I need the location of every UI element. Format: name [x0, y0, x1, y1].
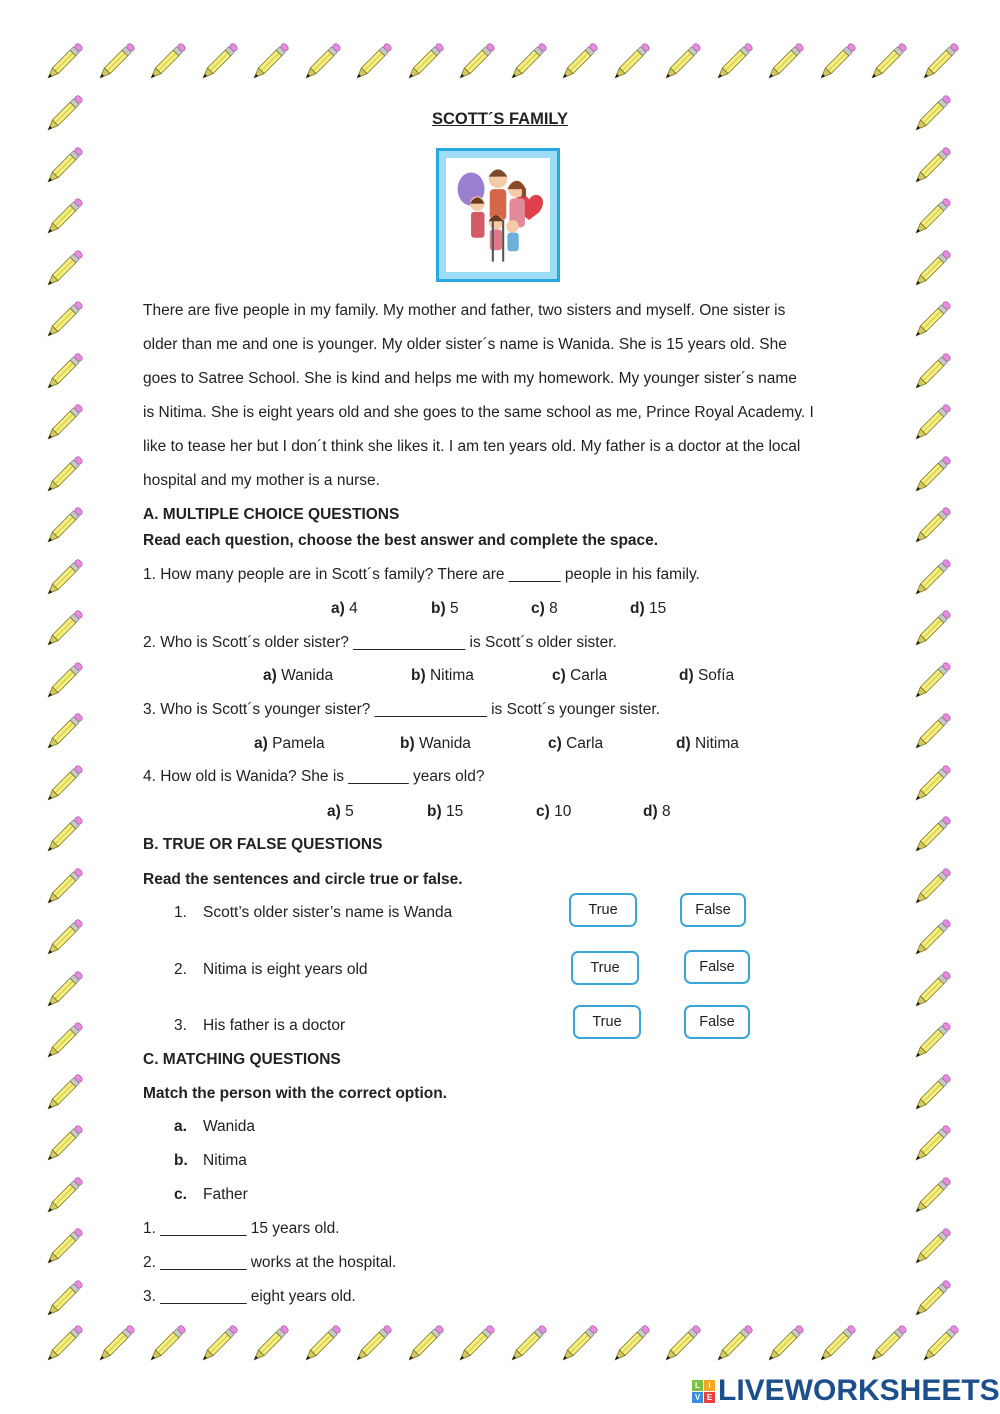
option-value: 10 — [554, 803, 572, 820]
pencil-icon — [452, 1322, 498, 1368]
pencil-icon — [246, 1322, 292, 1368]
option-value: 5 — [345, 803, 354, 820]
tf-item-number: 2. — [174, 961, 187, 978]
matching-statement: 1. __________ 15 years old. — [143, 1220, 340, 1237]
option-value: 5 — [449, 600, 459, 617]
family-image — [436, 148, 560, 282]
option-letter: a) — [331, 600, 345, 617]
pencil-icon — [864, 1322, 910, 1368]
pencil-icon — [40, 710, 86, 756]
answer-option[interactable] — [427, 803, 463, 821]
pencil-icon — [40, 195, 86, 241]
pencil-icon — [401, 40, 447, 86]
tf-item-text: Scott’s older sister’s name is Wanda — [203, 904, 453, 921]
question-1: 1. How many people are in Scott´s family? There are ______ people in his family. — [143, 566, 700, 583]
logo-text: LIVEWORKSHEETS — [718, 1374, 1000, 1407]
logo-tile: V — [692, 1392, 703, 1403]
pencil-icon — [607, 40, 653, 86]
pencil-icon — [40, 1071, 86, 1117]
true-button[interactable]: True — [573, 1005, 641, 1039]
pencil-icon — [908, 710, 954, 756]
option-letter: c) — [552, 667, 566, 684]
section-b-instruction: Read the sentences and circle true or false. — [143, 871, 463, 888]
pencil-icon — [401, 1322, 447, 1368]
pencil-icon — [40, 144, 86, 190]
answer-option[interactable] — [548, 735, 603, 753]
logo-tile: L — [692, 1380, 703, 1391]
pencil-icon — [92, 1322, 138, 1368]
option-value: Pamela — [272, 735, 325, 752]
pencil-icon — [710, 1322, 756, 1368]
section-a-heading: A. MULTIPLE CHOICE QUESTIONS — [143, 506, 400, 523]
option-value: 8 — [661, 803, 671, 820]
option-letter: b) — [411, 667, 426, 684]
pencil-icon — [607, 1322, 653, 1368]
true-button[interactable]: True — [571, 951, 639, 985]
pencil-icon — [40, 1277, 86, 1323]
option-value: Carla — [570, 667, 608, 684]
pencil-icon — [143, 40, 189, 86]
option-letter: a) — [254, 735, 268, 752]
pencil-icon — [195, 40, 241, 86]
answer-option[interactable] — [431, 600, 459, 618]
pencil-icon — [908, 144, 954, 190]
pencil-icon — [916, 40, 962, 86]
answer-option[interactable] — [400, 735, 471, 753]
pencil-icon — [908, 968, 954, 1014]
matching-statement: 2. __________ works at the hospital. — [143, 1254, 397, 1271]
pencil-icon — [908, 916, 954, 962]
answer-option[interactable] — [679, 667, 734, 685]
pencil-icon — [92, 40, 138, 86]
family-illustration-icon — [446, 158, 550, 272]
option-value: Sofía — [697, 667, 735, 684]
answer-option[interactable] — [643, 803, 671, 821]
person-name: Father — [203, 1186, 248, 1203]
pencil-icon — [908, 298, 954, 344]
pencil-icon — [908, 1277, 954, 1323]
option-letter: b) — [431, 600, 446, 617]
pencil-icon — [40, 916, 86, 962]
pencil-icon — [908, 1122, 954, 1168]
option-value: Carla — [566, 735, 604, 752]
pencil-icon — [813, 1322, 859, 1368]
answer-option[interactable] — [676, 735, 739, 753]
tf-item-number: 1. — [174, 904, 187, 921]
pencil-icon — [40, 1122, 86, 1168]
liveworksheets-logo — [692, 1374, 1000, 1408]
pencil-icon — [143, 1322, 189, 1368]
pencil-icon — [40, 247, 86, 293]
option-value: 15 — [648, 600, 667, 617]
section-c-heading: C. MATCHING QUESTIONS — [143, 1051, 341, 1068]
option-value: Nitima — [429, 667, 474, 684]
option-letter: c) — [548, 735, 562, 752]
pencil-icon — [555, 40, 601, 86]
pencil-icon — [908, 813, 954, 859]
answer-option[interactable] — [536, 803, 571, 821]
answer-option[interactable] — [411, 667, 474, 685]
option-value: Wanida — [281, 667, 334, 684]
page-title: SCOTT´S FAMILY — [432, 110, 568, 128]
pencil-icon — [908, 1019, 954, 1065]
tf-item-text: Nitima is eight years old — [203, 961, 368, 978]
pencil-icon — [246, 40, 292, 86]
pencil-icon — [40, 813, 86, 859]
option-letter: d) — [643, 803, 658, 820]
section-c-instruction: Match the person with the correct option. — [143, 1085, 447, 1102]
pencil-icon — [40, 1019, 86, 1065]
pencil-icon — [40, 968, 86, 1014]
story-line: goes to Satree School. She is kind and helps me with my homework. My younger sister´s name — [143, 370, 797, 387]
tf-item-text: His father is a doctor — [203, 1017, 346, 1034]
story-line: hospital and my mother is a nurse. — [143, 472, 380, 489]
pencil-icon — [349, 1322, 395, 1368]
pencil-icon — [916, 1322, 962, 1368]
pencil-icon — [710, 40, 756, 86]
option-letter: b) — [427, 803, 442, 820]
pencil-icon — [555, 1322, 601, 1368]
pencil-icon — [452, 40, 498, 86]
pencil-icon — [504, 1322, 550, 1368]
pencil-icon — [908, 1071, 954, 1117]
pencil-icon — [40, 659, 86, 705]
pencil-icon — [908, 350, 954, 396]
answer-option[interactable] — [263, 667, 333, 685]
pencil-icon — [504, 40, 550, 86]
story-line: like to tease her but I don´t think she likes it. I am ten years old. My father is a doctor at the local — [143, 438, 801, 455]
false-button[interactable]: False — [684, 950, 750, 984]
pencil-icon — [298, 40, 344, 86]
question-4: 4. How old is Wanida? She is _______ years old? — [143, 768, 485, 785]
false-button[interactable]: False — [684, 1005, 750, 1039]
pencil-icon — [40, 298, 86, 344]
pencil-icon — [40, 1322, 86, 1368]
pencil-icon — [908, 607, 954, 653]
answer-option[interactable] — [630, 600, 666, 618]
option-letter: a) — [263, 667, 277, 684]
matching-statement: 3. __________ eight years old. — [143, 1288, 356, 1305]
pencil-icon — [864, 40, 910, 86]
pencil-icon — [40, 350, 86, 396]
option-value: 8 — [549, 600, 558, 617]
option-value: 4 — [349, 600, 358, 617]
pencil-icon — [908, 762, 954, 808]
pencil-icon — [908, 401, 954, 447]
section-a-instruction: Read each question, choose the best answer and complete the space. — [143, 532, 659, 549]
option-value: Wanida — [418, 735, 471, 752]
person-name: Nitima — [203, 1152, 247, 1169]
pencil-icon — [761, 40, 807, 86]
pencil-icon — [40, 607, 86, 653]
story-line: There are five people in my family. My mother and father, two sisters and myself. One sister is — [143, 302, 786, 319]
option-value: 15 — [445, 803, 464, 820]
option-letter: c) — [536, 803, 550, 820]
person-name: Wanida — [203, 1118, 255, 1135]
pencil-icon — [813, 40, 859, 86]
logo-tile: I — [704, 1380, 715, 1391]
pencil-icon — [908, 865, 954, 911]
pencil-icon — [908, 195, 954, 241]
logo-tiles-icon — [692, 1380, 715, 1403]
pencil-icon — [349, 40, 395, 86]
question-2: 2. Who is Scott´s older sister? _____________ is Scott´s older sister. — [143, 634, 617, 651]
pencil-icon — [40, 865, 86, 911]
section-b-heading: B. TRUE OR FALSE QUESTIONS — [143, 836, 383, 853]
option-letter: a) — [327, 803, 341, 820]
tf-item-number: 3. — [174, 1017, 187, 1034]
option-letter: c) — [531, 600, 545, 617]
pencil-icon — [658, 1322, 704, 1368]
true-button[interactable]: True — [569, 893, 637, 927]
pencil-icon — [40, 504, 86, 550]
answer-option[interactable] — [254, 735, 325, 753]
story-line: is Nitima. She is eight years old and she goes to the same school as me, Prince Royal Academy. I — [143, 404, 814, 421]
pencil-icon — [40, 40, 86, 86]
pencil-icon — [40, 401, 86, 447]
pencil-icon — [40, 453, 86, 499]
pencil-icon — [40, 556, 86, 602]
story-line: older than me and one is younger. My older sister´s name is Wanida. She is 15 years old. She — [143, 336, 787, 353]
option-letter: d) — [630, 600, 645, 617]
person-letter: c. — [174, 1186, 187, 1203]
pencil-icon — [761, 1322, 807, 1368]
pencil-icon — [908, 1225, 954, 1271]
pencil-icon — [40, 762, 86, 808]
pencil-icon — [298, 1322, 344, 1368]
option-letter: d) — [679, 667, 694, 684]
pencil-icon — [40, 1225, 86, 1271]
option-value: Nitima — [694, 735, 739, 752]
pencil-icon — [908, 453, 954, 499]
answer-option[interactable] — [552, 667, 607, 685]
pencil-icon — [908, 504, 954, 550]
pencil-icon — [908, 659, 954, 705]
answer-option[interactable] — [331, 600, 358, 618]
pencil-icon — [908, 556, 954, 602]
person-letter: a. — [174, 1118, 187, 1135]
option-letter: b) — [400, 735, 415, 752]
question-3: 3. Who is Scott´s younger sister? _____________ is Scott´s younger sister. — [143, 701, 660, 718]
pencil-icon — [908, 1174, 954, 1220]
pencil-icon — [40, 1174, 86, 1220]
option-letter: d) — [676, 735, 691, 752]
logo-tile: E — [704, 1392, 715, 1403]
person-letter: b. — [174, 1152, 188, 1169]
pencil-icon — [195, 1322, 241, 1368]
pencil-icon — [908, 247, 954, 293]
answer-option[interactable] — [327, 803, 354, 821]
false-button[interactable]: False — [680, 893, 746, 927]
answer-option[interactable] — [531, 600, 558, 618]
pencil-icon — [658, 40, 704, 86]
